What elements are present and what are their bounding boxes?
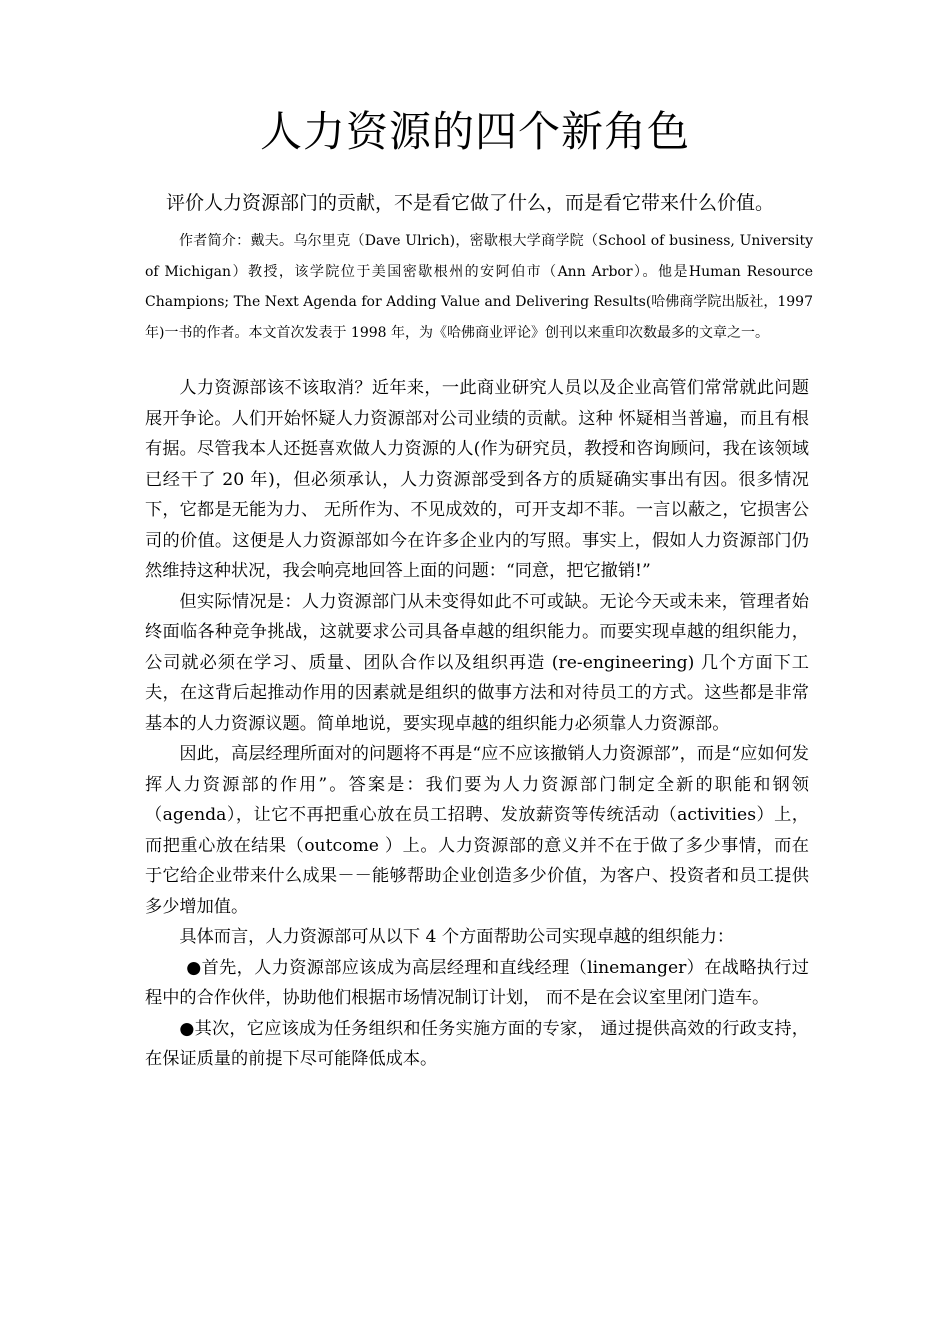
document-title: 人力资源的四个新角色: [259, 107, 690, 156]
document-subtitle: 评价人力资源部门的贡献，不是看它做了什么，而是看它带来什么价值。: [166, 192, 775, 214]
author-bio: [145, 226, 813, 348]
body-paragraph: 因此，高层经理所面对的问题将不再是“应不应该撤销人力资源部”，而是“应如何发挥人力资源部的作用”。答案是：我们要为人力资源部门制定全新的职能和钢领（agenda），让它不再把重心放在员工招聘、发放薪资等传统活动（activities）上，而把重心放在结果（outcome ）上。人力资源部的意义并不在于做了多少事情，而在于它给企业带来什么成果－－能够帮助企业创造多少价值，为客户、投资者和员工提供多少增加值。: [145, 744, 809, 917]
body-paragraph: 人力资源部该不该取消？近年来，一此商业研究人员以及企业高管们常常就此问题展开争论。人们开始怀疑人力资源部对公司业绩的贡献。这种 怀疑相当普遍，而且有根有据。尽管我本人还挺喜欢做人力资源的人(作为研究员，教授和咨询顾问，我在该领域已经干了 20 年)，但必须承认，人力资源部受到各方的质疑确实事出有因。很多情况下，它都是无能为力、 无所作为、不见成效的，可开支却不菲。一言以蔽之，它损害公司的价值。这便是人力资源部如今在许多企业内的写照。事实上，假如人力资源部门仍然维持这种状况，我会响亮地回答上面的问题：“同意，把它撤销!”: [145, 378, 809, 581]
bullet-paragraph: ●首先，人力资源部应该成为高层经理和直线经理（linemanger）在战略执行过程中的合作伙伴，协助他们根据市场情况制订计划， 而不是在会议室里闭门造车。: [145, 957, 809, 1008]
body-paragraph: 具体而言，人力资源部可从以下 4 个方面帮助公司实现卓越的组织能力：: [179, 927, 735, 947]
body-paragraph: 但实际情况是：人力资源部门从未变得如此不可或缺。无论今天或未来，管理者始终面临各种竞争挑战，这就要求公司具备卓越的组织能力。而要实现卓越的组织能力，公司就必须在学习、质量、团队合作以及组织再造 (re-engineering) 几个方面下工夫，在这背后起推动作用的因素就是组织的做事方法和对待员工的方式。这些都是非常基本的人力资源议题。简单地说，要实现卓越的组织能力必须靠人力资源部。: [145, 591, 809, 734]
author-bio-text: 作者简介：戴夫。乌尔里克（Dave Ulrich)，密歇根大学商学院（School of business, University of Michigan）教授，该学院位于美国密歇根州的安阿伯市（Ann Arbor）。他是Human Resource Champions; The Next Agenda for Adding Value and Delivering Results(哈佛商学院出版社，1997 年)一书的作者。本文首次发表于 1998 年，为《哈佛商业评论》创刊以来重印次数最多的文章之一。: [145, 233, 813, 341]
bullet-paragraph: ●其次，它应该成为任务组织和任务实施方面的专家， 通过提供高效的行政支持，在保证质量的前提下尽可能降低成本。: [145, 1018, 809, 1069]
article-body: [145, 373, 809, 1075]
